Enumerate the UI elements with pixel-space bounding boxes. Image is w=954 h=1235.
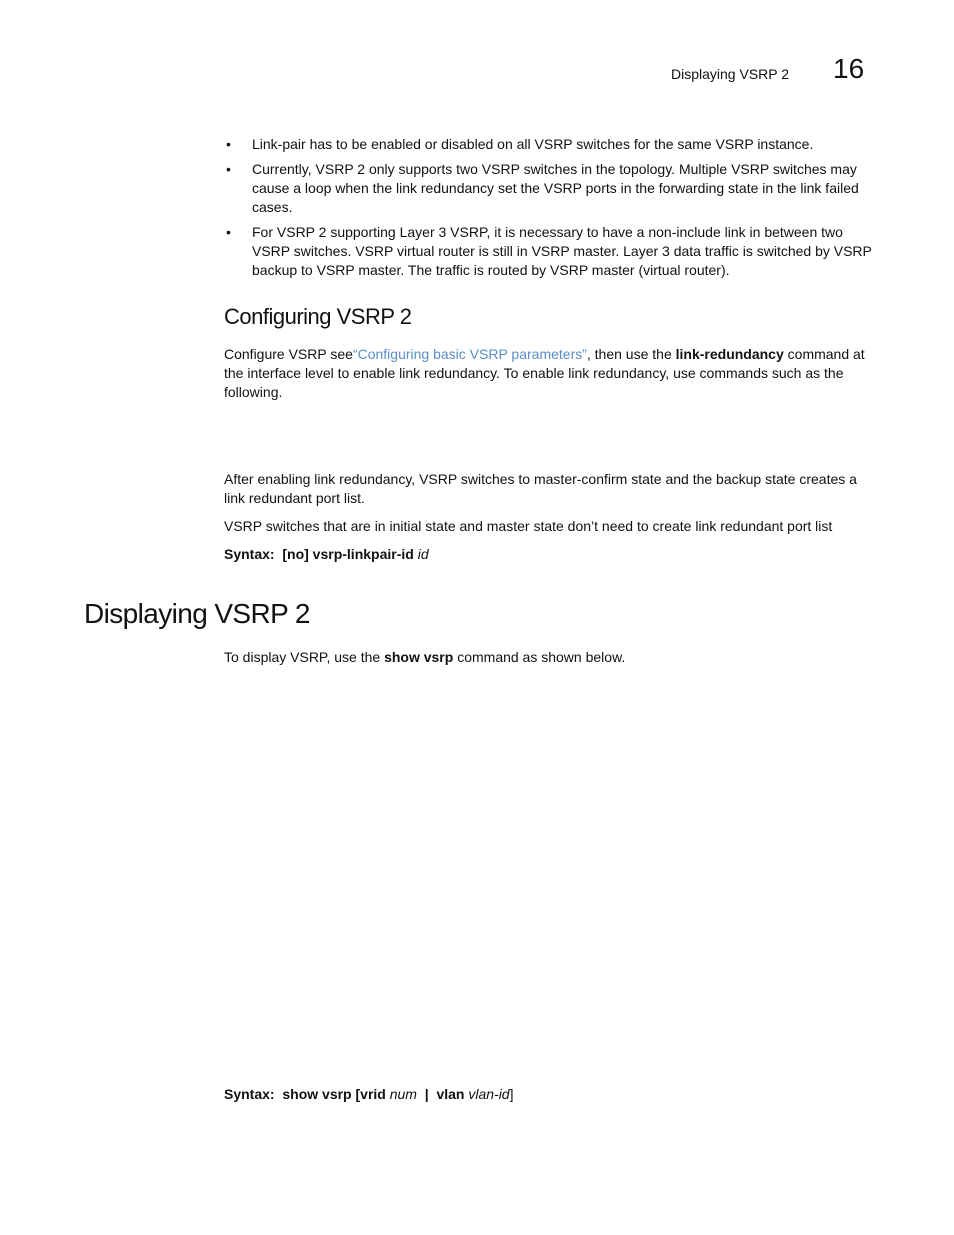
list-item: • For VSRP 2 supporting Layer 3 VSRP, it is necessary to have a non-include link in between two VSRP switches. VSRP virtual router is still in VSRP master. Layer 3 data traffic is switched by VSRP backup to VSRP master. The traffic is routed by VSRP master (virtual router). (226, 224, 872, 278)
syntax-linkpair: Syntax: [no] vsrp-linkpair-id id (224, 546, 429, 562)
configuring-basic-vsrp-link[interactable]: “Configuring basic VSRP parameters” (352, 346, 587, 362)
list-item: • Currently, VSRP 2 only supports two VSRP switches in the topology. Multiple VSRP switches may cause a loop when the link redundancy set the VSRP ports in the forwarding state in the link failed cases. (226, 161, 859, 215)
chapter-number: 16 (833, 53, 865, 84)
bullet-icon: • (226, 161, 231, 177)
link-redundancy-paragraph: After enabling link redundancy, VSRP switches to master-confirm state and the backup state creates a link redundant port list. (224, 471, 857, 506)
show-vsrp-command: show vsrp (384, 649, 454, 665)
configuring-paragraph: Configure VSRP see“Configuring basic VSRP parameters”, then use the link-redundancy command at the interface level to enable link redundancy. To enable link redundancy, use commands such as the following. (224, 346, 865, 400)
bullet-icon: • (226, 136, 231, 152)
initial-state-paragraph: VSRP switches that are in initial state and master state don’t need to create link redundant port list (224, 518, 833, 534)
list-item: • Link-pair has to be enabled or disabled on all VSRP switches for the same VSRP instance. (226, 136, 814, 152)
running-header-title: Displaying VSRP 2 (671, 66, 790, 82)
displaying-paragraph: To display VSRP, use the show vsrp command as shown below. (224, 649, 626, 665)
link-redundancy-command: link-redundancy (675, 346, 784, 362)
section-heading-configuring: Configuring VSRP 2 (224, 304, 412, 329)
section-heading-displaying: Displaying VSRP 2 (84, 598, 310, 629)
syntax-show-vsrp: Syntax: show vsrp [vrid num | vlan vlan-id] (224, 1086, 514, 1102)
bullet-list (224, 135, 874, 286)
bullet-icon: • (226, 224, 231, 240)
